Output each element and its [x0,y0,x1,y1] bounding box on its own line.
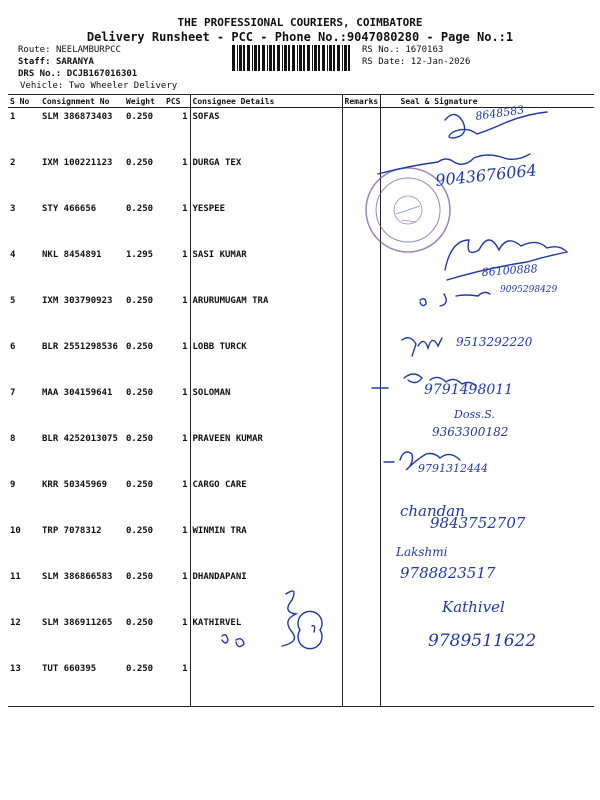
cell-seal [380,154,594,200]
cell-consignee: SASI KUMAR [190,246,342,292]
cell-pcs: 1 [182,434,188,444]
cell-pcs: 1 [182,572,188,582]
cell-pcs: 1 [182,618,188,628]
cell-weight: 0.250 [126,526,154,536]
cell-consignee: SOFAS [190,108,342,155]
col-weight: Weight [124,95,164,108]
cell-seal [380,660,594,707]
cell-remarks [342,660,380,707]
cell-sno: 13 [8,660,40,707]
cell-consignment: BLR 2551298536 [42,342,118,352]
table-row [8,430,594,476]
cell-weight: 0.250 [126,296,154,306]
phone-row-9: 9791312444 [418,462,488,475]
cell-pcs: 1 [182,296,188,306]
cell-sno: 10 [10,526,21,536]
cell-seal [380,476,594,522]
table-header-row [8,95,594,108]
cell-weight: 0.250 [126,342,154,352]
cell-remarks [342,292,380,338]
rs-no-label: RS No.: [362,45,400,55]
cell-sno: 12 [10,618,21,628]
cell-consignee: KATHIRVEL [190,614,342,660]
cell-consignee: ARURUMUGAM TRA [190,292,342,338]
drs-line [18,69,137,79]
rs-date-line [362,57,470,67]
cell-weight: 0.250 [126,388,154,398]
cell-sno: 7 [10,388,16,398]
cell-weight: 1.295 [126,250,154,260]
cell-sno: 2 [10,158,16,168]
cell-consignee: DHANDAPANI [190,568,342,614]
cell-remarks [342,338,380,384]
phone-row-12: 9789511622 [428,631,537,651]
table-row [8,384,594,430]
cell-weight: 0.250 [126,434,154,444]
cell-consignee: SOLOMAN [190,384,342,430]
table-row [8,614,594,660]
cell-remarks [342,154,380,200]
cell-seal [380,292,594,338]
cell-consignment: STY 466656 [42,204,97,214]
table-row [8,292,594,338]
cell-pcs: 1 [182,480,188,490]
table-row [8,568,594,614]
cell-remarks [342,522,380,568]
cell-consignee: PRAVEEN KUMAR [190,430,342,476]
cell-weight: 0.250 [126,480,154,490]
col-consignee: Consignee Details [190,95,342,108]
cell-seal [380,568,594,614]
table-row [8,660,594,707]
table-row [8,108,594,155]
cell-remarks [342,568,380,614]
name-row-11: Lakshmi [396,545,448,559]
route-line [18,45,121,55]
rs-no-line [362,45,443,55]
cell-seal [380,614,594,660]
col-consignment: Consignment No [40,95,124,108]
cell-weight: 0.250 [126,618,154,628]
drs-value: DCJB167016301 [66,69,138,79]
svg-text:86100888: 86100888 [481,262,539,279]
col-pcs: PCS [164,95,190,108]
phone-row-11: 9788823517 [400,564,496,582]
cell-consignment: BLR 4252013075 [42,434,118,444]
cell-pcs: 1 [164,660,190,707]
cell-consignment: KRR 50345969 [42,480,108,490]
staff-label: Staff: [18,57,51,67]
cell-sno: 3 [10,204,16,214]
phone-row-2: 9043676064 [434,160,538,190]
rs-date-value: 12-Jan-2026 [410,57,471,67]
cell-pcs: 1 [182,250,188,260]
cell-consignment: SLM 386866583 [42,572,113,582]
cell-remarks [342,430,380,476]
cell-consignment: SLM 386911265 [42,618,113,628]
cell-consignee: WINMIN TRA [190,522,342,568]
cell-pcs: 1 [182,204,188,214]
route-label: Route: [18,45,51,55]
cell-consignment: TUT 660395 [40,660,124,707]
cell-remarks [342,476,380,522]
cell-consignee [190,660,342,707]
cell-remarks [342,108,380,155]
cell-consignment: TRP 7078312 [42,526,102,536]
rs-no-value: 1670163 [405,45,444,55]
cell-seal [380,246,594,292]
runsheet-table [8,94,594,707]
cell-seal [380,522,594,568]
cell-sno: 6 [10,342,16,352]
cell-sno: 8 [10,434,16,444]
cell-seal [380,108,594,155]
phone-row-10: 9843752707 [430,514,526,532]
cell-weight: 0.250 [126,204,154,214]
cell-pcs: 1 [182,388,188,398]
col-sno: S No [8,95,40,108]
svg-text:Doss.S.: Doss.S. [454,408,495,421]
cell-weight: 0.250 [126,112,154,122]
cell-consignee: DURGA TEX [190,154,342,200]
cell-consignment: IXM 303790923 [42,296,113,306]
cell-seal [380,338,594,384]
staff-value: SARANYA [55,57,94,67]
cell-pcs: 1 [182,342,188,352]
name-row-10: chandan [400,502,465,520]
col-remarks: Remarks [342,95,380,108]
barcode [232,45,354,71]
company-title: THE PROFESSIONAL COURIERS, COIMBATORE [177,16,423,29]
cell-seal [380,200,594,246]
col-seal-signature: Seal & Signature [380,95,594,108]
table-row [8,338,594,384]
phone-row-7: 9791498011 [424,382,514,398]
phone-row-8: 9363300182 [432,425,509,439]
cell-remarks [342,246,380,292]
cell-sno: 5 [10,296,16,306]
cell-consignee: LOBB TURCK [190,338,342,384]
staff-line [18,57,94,67]
cell-weight: 0.250 [126,572,154,582]
vehicle-line [20,81,177,91]
cell-pcs: 1 [182,112,188,122]
cell-sno: 4 [10,250,16,260]
cell-remarks [342,384,380,430]
cell-consignee: YESPEE [190,200,342,246]
table-row [8,246,594,292]
cell-pcs: 1 [182,158,188,168]
drs-label: DRS No.: [18,69,62,79]
cell-pcs: 1 [182,526,188,536]
cell-consignment: NKL 8454891 [42,250,102,260]
name-row-12: Kathivel [442,598,505,616]
vehicle-label: Vehicle: [20,81,64,91]
cell-remarks [342,200,380,246]
cell-weight: 0.250 [126,158,154,168]
svg-text:8648583: 8648583 [474,103,525,123]
table-row [8,522,594,568]
cell-sno: 1 [10,112,16,122]
table-row [8,200,594,246]
table-row [8,154,594,200]
phone-row-6: 9513292220 [456,335,533,349]
cell-consignment: MAA 304159641 [42,388,113,398]
cell-seal [380,384,594,430]
route-value: NEELAMBURPCC [55,45,121,55]
cell-sno: 9 [10,480,16,490]
cell-sno: 11 [10,572,21,582]
table-row [8,476,594,522]
rs-date-label: RS Date: [362,57,406,67]
cell-consignee: CARGO CARE [190,476,342,522]
cell-remarks [342,614,380,660]
cell-seal [380,430,594,476]
cell-consignment: SLM 386873403 [42,112,113,122]
cell-weight: 0.250 [124,660,164,707]
phone-row-5: 9095298429 [500,285,558,295]
vehicle-value: Two Wheeler Delivery [68,81,178,91]
cell-consignment: IXM 100221123 [42,158,113,168]
runsheet-subtitle: Delivery Runsheet - PCC - Phone No.:9047080280 - Page No.:1 [86,30,514,44]
